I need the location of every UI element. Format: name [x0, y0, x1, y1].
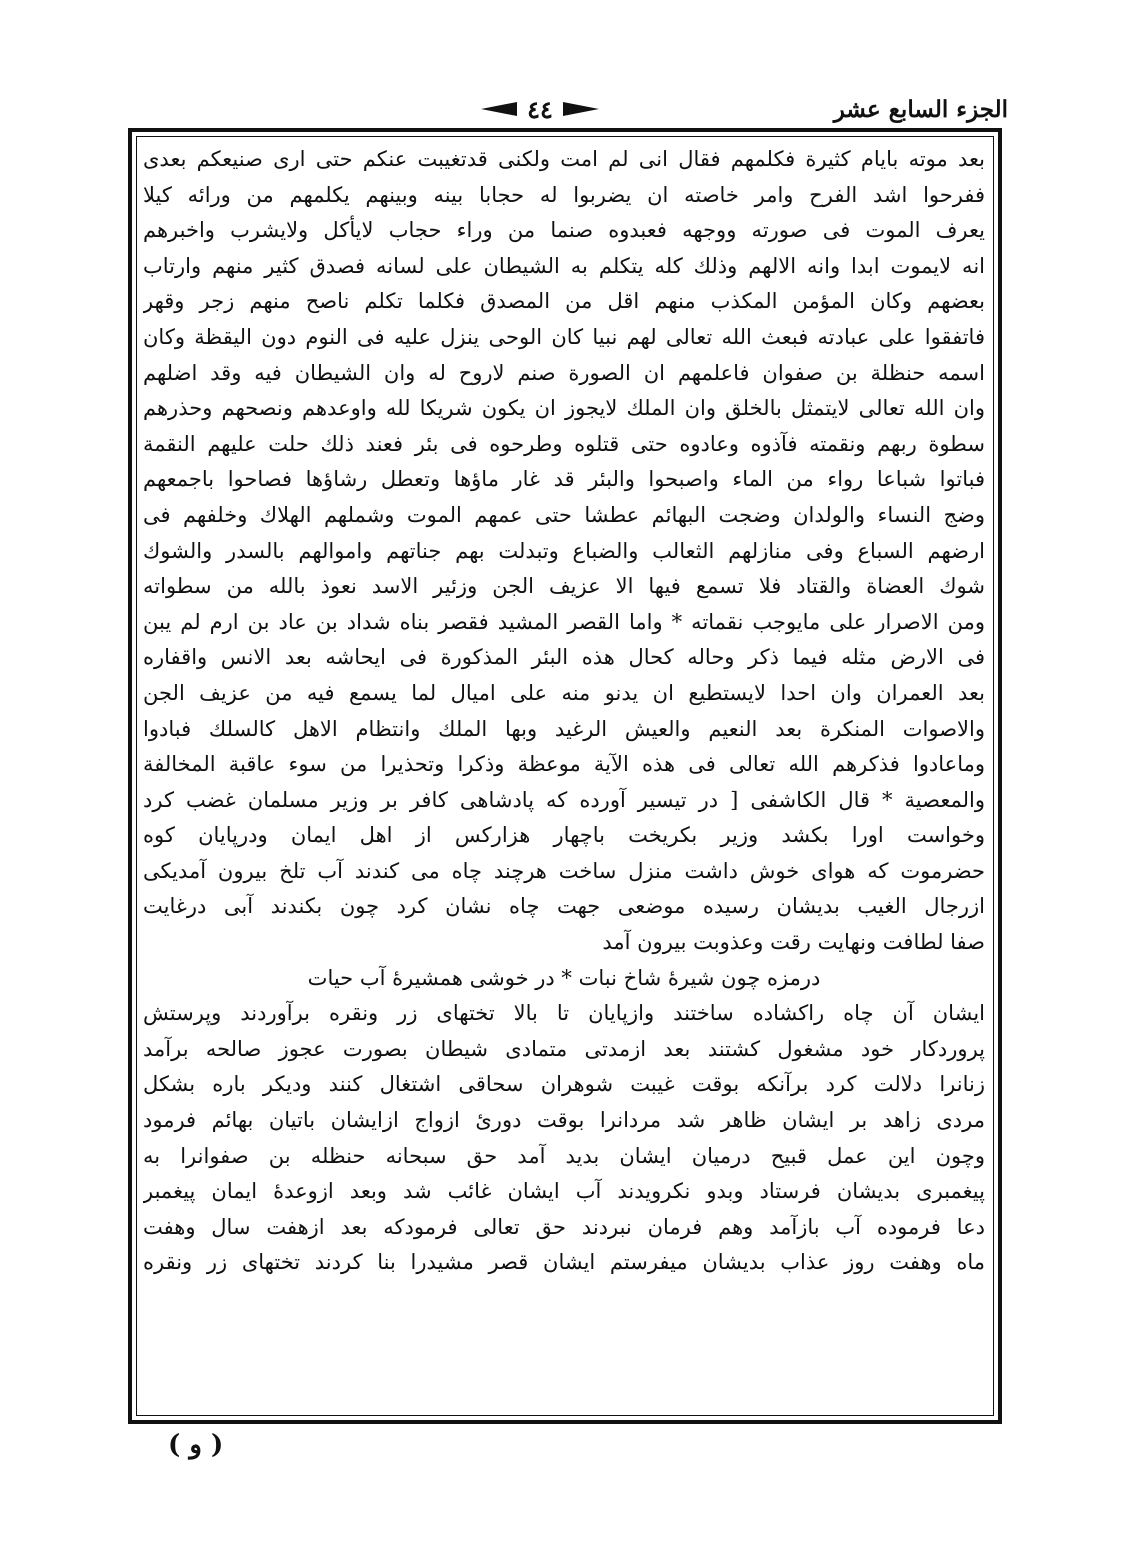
text-line: انه لايموت ابدا وانه الالهم وذلك كله يتكلم به الشيطان على لسانه فصدق كثير منهم وارتاب: [143, 253, 985, 278]
right-ornament-icon: [563, 102, 599, 116]
text-line: وچون اين عمل قبيح درميان ايشان بديد آمد حق سبحانه حنظله بن صفوانرا به: [143, 1143, 985, 1168]
text-line: وان الله تعالى لايتمثل بالخلق وان الملك لايجوز ان يكون شريكا لله واوعدهم ونصحهم وحذرهم: [143, 396, 985, 421]
text-line: حضرموت كه هواى خوش داشت منزل ساخت هرچند چاه مى كندند آب تلخ بيرون آمديكى: [143, 858, 985, 883]
text-line: يعرف الموت فى صورته ووجهه فعبدوه صنما من وراء حجاب لايأكل ولايشرب واخبرهم: [143, 218, 985, 243]
text-line: والمعصية * قال الكاشفى [ در تيسير آورده كه پادشاهى كافر بر وزير مسلمان غضب كرد: [143, 787, 985, 812]
page-header: [130, 92, 1010, 126]
left-ornament-icon: [481, 102, 517, 116]
text-line: والاصوات المنكرة بعد النعيم والعيش الرغيد وبها الملك وانتظام الاهل كالسلك فبادوا: [143, 716, 985, 741]
text-line: ازرجال الغيب بديشان رسيده موضعى جهت چاه نشان كرد چون بكندند آبى درغايت: [143, 894, 985, 919]
text-line: ايشان آن چاه راكشاده ساختند وازپايان تا بالا تختهاى زر ونقره برآوردند وپرستش: [143, 1001, 985, 1026]
text-line: ومن الاصرار على مايوجب نقماته * واما القصر المشيد فقصر بناه شداد بن عاد بن ارم لم يبن: [143, 609, 985, 634]
text-line: فاتفقوا على عبادته فبعث الله تعالى لهم نبيا كان الوحى ينزل عليه فى النوم دون اليقظة وكان: [143, 324, 985, 349]
text-line: وماعادوا فذكرهم الله تعالى فى هذه الآية موعظة وذكرا وتحذيرا من سوء عاقبة المخالفة: [143, 752, 985, 777]
text-line: شوك العضاة والقتاد فلا تسمع فيها الا عزيف الجن وزئير الاسد نعوذ بالله من سطواته: [143, 574, 985, 599]
text-line: سطوة ربهم ونقمته فآذوه وعادوه حتى قتلوه وطرحوه فى بئر فعند ذلك حلت عليهم النقمة: [143, 431, 985, 456]
page-number: ٤٤: [527, 94, 553, 124]
text-line: اسمه حنظلة بن صفوان فاعلمهم ان الصورة صنم لاروح له وان الشيطان فيه وقد اضلهم: [143, 360, 985, 385]
text-line: ماه وهفت روز عذاب بديشان ميفرستم ايشان قصر مشيدرا بنا كردند تختهاى زر ونقره: [143, 1250, 985, 1275]
text-line: زنانرا دلالت كرد برآنكه بوقت غيبت شوهران سحاقى اشتغال كنند وديكر باره بشكل: [143, 1072, 985, 1097]
main-text: [143, 142, 985, 1281]
text-line: صفا لطافت ونهايت رقت وعذوبت بيرون آمد: [602, 930, 985, 955]
text-line: فباتوا شباعا رواء من الماء واصبحوا والبئر قد غار ماؤها وتعطل رشاؤها فصاحوا باجمعهم: [143, 467, 985, 492]
text-line: ارضهم السباع وفى منازلهم الثعالب والضباع وتبدلت بهم جناتهم واموالهم بالسدر والشوك: [143, 538, 985, 563]
text-line: بعد العمران وان احدا لايستطيع ان يدنو منه على اميال لما يسمع فيه من عزيف الجن: [143, 680, 985, 705]
text-line: پروردكار خود مشغول كشتند بعد ازمدتى متمادى شيطان بصورت عجوز صالحه برآمد: [143, 1036, 985, 1061]
text-line: وخواست اورا بكشد وزير بكريخت باچهار هزاركس از اهل ايمان ودرپايان كوه: [143, 823, 985, 848]
text-line: بعضهم وكان المؤمن المكذب منهم اقل من المصدق فكلما تكلم ناصح منهم زجر وقهر: [143, 289, 985, 314]
text-line: مردى زاهد بر ايشان ظاهر شد مردانرا بوقت دورئ ازواج ازايشان باتيان بهائم فرمود: [143, 1108, 985, 1133]
text-line: دعا فرموده آب بازآمد وهم فرمان نبردند حق تعالى فرمودكه بعد ازهفت سال وهفت: [143, 1214, 985, 1239]
text-line: فى الارض مثله فيما ذكر وحاله كحال هذه البئر المذكورة فى ايحاشه بعد الانس واقفاره: [143, 645, 985, 670]
text-line: بعد موته بايام كثيرة فكلمهم فقال انى لم امت ولكنى قدتغيبت عنكم حتى ارى صنيعكم بعدى: [143, 147, 985, 171]
text-line: وضج النساء والولدان وضجت البهائم عطشا حتى عمهم الموت وشملهم الهلاك وخلفهم فى: [143, 502, 985, 527]
text-line: ففرحوا اشد الفرح وامر خاصته ان يضربوا له حجابا بينه وبينهم يكلمهم من ورائه كيلا: [143, 182, 985, 207]
page-number-ornament: [445, 94, 635, 124]
verse-line: درمزه چون شيرۀ شاخ نبات * در خوشى همشيرۀ آب حيات: [307, 965, 821, 990]
text-line: پيغمبرى بديشان فرستاد وبدو نكرويدند آب ايشان غائب شد وبعد ازوعدۀ ايمان پيغمبر: [143, 1179, 985, 1204]
running-title: الجزء السابع عشر: [833, 96, 1008, 123]
signature-mark: ( و ): [168, 1430, 224, 1460]
